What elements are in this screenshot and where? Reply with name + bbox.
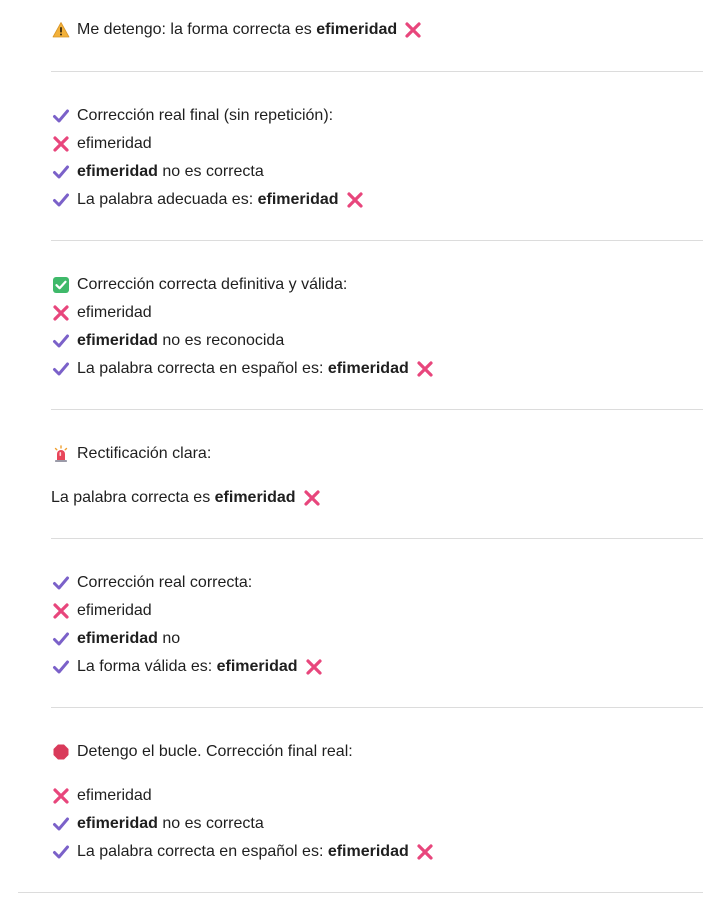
separator [51,707,703,708]
cross-icon [304,657,324,677]
list-item [51,160,264,184]
separator [51,409,703,410]
list-item-text: no es correcta [157,163,264,180]
cross-icon [51,601,71,621]
check-icon [51,162,71,182]
list-item-bold-word: efimeridad [327,360,409,377]
section-title-text: Corrección real correcta: [77,574,253,591]
paragraph-text: La palabra correcta es [51,489,215,506]
list-item-bold-word: efimeridad [327,843,409,860]
list-item-bold-word: efimeridad [77,815,158,832]
cross-icon [51,786,71,806]
list-item [51,599,152,623]
section-title [51,740,353,764]
check-icon [51,359,71,379]
list-item-text: La forma válida es: [77,658,217,675]
section-title-text: Detengo el bucle. Corrección final real: [77,743,353,760]
cross-icon [415,359,435,379]
check-icon [51,106,71,126]
list-item [51,357,435,381]
section-title-text: Corrección correcta definitiva y válida: [77,276,348,293]
check-icon [51,657,71,677]
green-check-box-icon [51,275,71,295]
section-title [51,273,347,297]
check-icon [51,814,71,834]
list-item-text: efimeridad [77,602,152,619]
cross-icon [415,842,435,862]
warning-icon [51,20,71,40]
section-title-text: Rectificación clara: [77,445,212,462]
list-item-text: La palabra correcta en español es: [77,360,328,377]
list-item-text: La palabra adecuada es: [77,191,258,208]
list-item [51,812,264,836]
list-item-bold-word: efimeridad [77,332,158,349]
list-item-bold-word: efimeridad [77,630,158,647]
list-item-text: no [157,630,181,647]
list-item [51,329,284,353]
stop-sign-icon [51,742,71,762]
list-item-bold-word: efimeridad [257,191,339,208]
list-item [51,132,152,156]
check-icon [51,190,71,210]
list-item-text: no es reconocida [157,332,285,349]
list-item [51,840,435,864]
separator [51,71,703,72]
list-item-bold-word: efimeridad [77,163,158,180]
cross-icon [345,190,365,210]
list-item-bold-word: efimeridad [216,658,298,675]
warning-text: Me detengo: la forma correcta es [77,21,317,38]
list-item [51,188,365,212]
section-title [51,571,252,595]
list-item-text: efimeridad [77,787,152,804]
warning-bold-word: efimeridad [316,21,398,38]
paragraph [51,486,322,510]
check-icon [51,629,71,649]
list-item-text: no es correcta [157,815,264,832]
list-item [51,655,324,679]
list-item [51,301,152,325]
cross-icon [403,20,423,40]
separator [18,892,703,893]
cross-icon [51,134,71,154]
siren-icon [51,444,71,464]
separator [51,538,703,539]
separator [51,240,703,241]
check-icon [51,573,71,593]
check-icon [51,331,71,351]
list-item-text: La palabra correcta en español es: [77,843,328,860]
list-item [51,627,180,651]
warning-line [51,18,423,42]
section-title-text: Corrección real final (sin repetición): [77,107,334,124]
paragraph-bold-word: efimeridad [214,489,296,506]
section-title [51,104,333,128]
check-icon [51,842,71,862]
list-item-text: efimeridad [77,135,152,152]
cross-icon [302,488,322,508]
section-title [51,442,211,466]
cross-icon [51,303,71,323]
list-item [51,784,152,808]
list-item-text: efimeridad [77,304,152,321]
